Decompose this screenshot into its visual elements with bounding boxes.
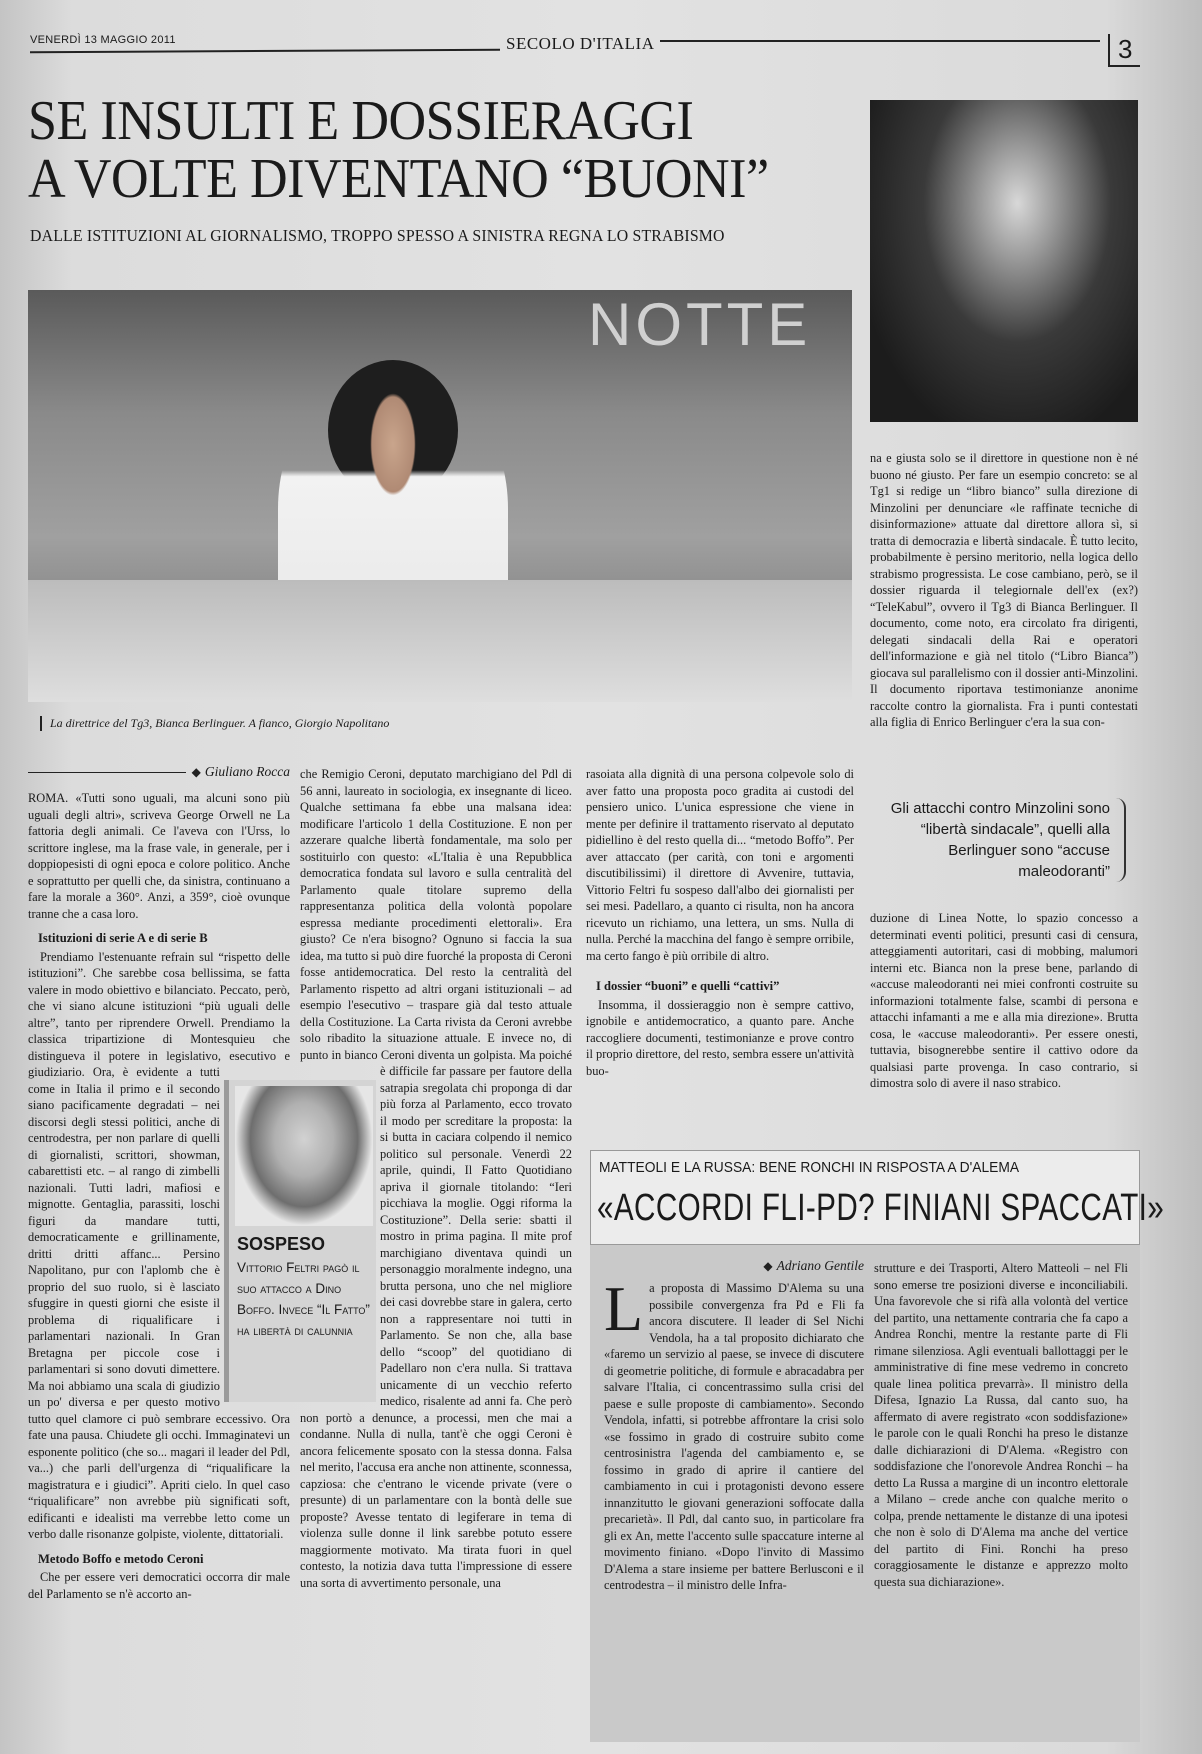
pull-quote: Gli attacchi contro Minzolini sono “libertà sindacale”, quelli alla Berlinguer sono “accuse maleodoranti” xyxy=(880,798,1126,882)
article-column-3 xyxy=(586,766,854,1126)
photo-detail xyxy=(28,580,852,702)
secondary-column-1 xyxy=(604,1256,864,1740)
paragraph: Che per essere veri democratici occorra dir male del Parlamento se n'è accorto an- xyxy=(28,1570,290,1601)
article-column-4-top xyxy=(870,450,1138,780)
secondary-article xyxy=(590,1150,1165,1742)
article-column-4-bottom xyxy=(870,910,1138,1120)
secondary-article-header xyxy=(590,1150,1165,1245)
headline-line: SE INSULTI E DOSSIERAGGI xyxy=(28,90,694,152)
paragraph: Prendiamo l'estenuante refrain sul “rispetto delle istituzioni”. Che sarebbe cosa bellissima, se fatta valere in modo obiettivo e bilanciato. Peccato, però, che vi siano alcune istituzioni “più uguali delle altre”, tanto per riprendere Orwell. Prendiamo la classica tripartizione di Montesquieu che distingueva il potere in legislativo, esecutivo e giudiziario. Ora, è evidente a tutti come in Italia il primo e il secondo siano pacificamente degradati – nei discorsi degli stessi politici, anche di centrodestra, per non parlare di quelli di giornalisti, scrittori, showman, cabarettisti etc. – al rango di zimbelli nazionali. Tutti ladri, mafiosi e mignotte. Gentaglia, parassiti, loschi figuri da mandare tutti, democraticamente e grillinamente, dritti dritti affanc... Persino Napolitano, pur con l'aplomb che è proprio del suo ruolo, si è lasciato sfuggire in questi giorni che esiste il problema di riqualificare i parlamentari nazionali. In Gran Bretagna per piccole cose i parlamentari si sono dovuti dimettere. Ma noi abbiamo una scala di giudizio un po' diversa e per questo motivo tutto quel clamore ci può sembrare eccessivo. Ora fate una pausa. Chiudete gli occhi. Immaginatevi un esponente politico (che so... magari il leader del Pdl, va...) che parli dell'urgenza di “riqualificare la magistratura e i giudici”. Apriti cielo. In quel caso “riqualificare” non avrebbe più significati soft, edificanti e idealisti ma verrebbe letto come un verbo dalle risonanze golpiste, violente, dittatoriali. xyxy=(28,949,290,1541)
main-subhead: DALLE ISTITUZIONI AL GIORNALISMO, TROPPO SPESSO A SINISTRA REGNA LO STRABISMO xyxy=(30,226,725,245)
main-headline xyxy=(28,92,809,208)
diamond-icon: ◆ xyxy=(763,1258,773,1273)
photo-caption: La direttrice del Tg3, Bianca Berlinguer. A fianco, Giorgio Napolitano xyxy=(40,716,389,731)
photo-berlinguer xyxy=(28,290,852,702)
sidebar-text: Vittorio Feltri pagò il suo attacco a Dino Boffo. Invece “Il Fatto” ha libertà di calunnia xyxy=(237,1260,370,1338)
photo-feltri xyxy=(235,1086,373,1226)
paragraph: che Remigio Ceroni, deputato marchigiano del Pdl di 56 anni, laureato in sociologia, ex insegnante di liceo. Qualche settimana fa ebbe una malsana idea: modificare l'articolo 1 della Costituzione. E non per azzerare qualche libertà fondamentale, ma solo per sostituirlo con questo: «L'Italia è una Repubblica democratica fondata sul lavoro e sulla centralità del Parlamento quale titolare supremo della rappresentanza politica della volontà popolare espressa mediante procedimenti elettorali». Era giusto? Ce n'era bisogno? Ognuno si faccia la sua idea, ma tutto si può dire fuorché la proposta di Ceroni fosse antidemocratica. Del resto la centralità del Parlamento rispetto ad altri organi istituzionali – ad esempio l'esecutivo – traspare già dal testo attuale della Costituzione. La Carta rivista da Ceroni avrebbe solo ribadito la situazione attuale. E invece no, di punto in bianco Ceroni diventa un golpista. Ma poiché è difficile far passare per fautore della satrapia sregolata chi proponga di dar più forza al Parlamento, ecco trovato il modo per screditare la proposta: la si butta in caciara colpendo il nemico politico sul personale. Venerdì 22 aprile, quindi, Il Fatto Quotidiano apriva il giornale titolando: “Ieri picchiava la moglie. Oggi riforma la Costituzione”. Della serie: sbatti il mostro in prima pagina. Il mite prof marchigiano diventava quindi un personaggio moralmente indegno, una brutta persona, uno che nel migliore dei casi dovrebbe stare in galera, certo non a rappresentare noi tutti in Parlamento. Se non che, alla base dello “scoop” del quotidiano di Padellaro non c'era nulla. Si trattava unicamente di un vecchio referto medico, risalente ad anni fa. Che però non portò a denunce, a processi, men che mai a condanne. Nulla di nulla, tant'è che oggi Ceroni è ancora felicemente sposato con la stessa donna. Falsa nel merito, l'accusa era anche non attinente, sconnessa, capziosa: che c'entrano le vicende private (vere o presunte) di un parlamentare con la bontà delle sue proposte? Avesse tentato di legiferare in tema di violenza sulle donne il link sarebbe potuto essere maggiormente motivato. Ma tirata fuori in quel contesto, la notizia dava tutta l'impressione di essere una sorta di avvertimento personale, una xyxy=(300,767,572,1590)
header-rule xyxy=(660,40,1100,42)
paragraph: Insomma, il dossieraggio non è sempre cattivo, ignobile e antidemocratico, a quanto pare. Anche raccogliere documenti, testimonianze e prove contro il proprio direttore, del resto, sembra essere un'attività buo- xyxy=(586,997,854,1078)
page-number: 3 xyxy=(1108,34,1140,67)
header-rule xyxy=(30,49,500,53)
section-subhead: Metodo Boffo e metodo Ceroni xyxy=(38,1551,204,1566)
byline-rule xyxy=(28,772,186,773)
paragraph: rasoiata alla dignità di una persona colpevole solo di aver fatto una proposta poco gradita ai custodi del pensiero unico. L'unica espressione che viene in mente per definire il trattamento riservato al deputato pidiellino è del resto quella di... “metodo Boffo”. Per aver attaccato (per carità, con toni e argomenti discutibilissimi) il direttore di Avvenire, tuttavia, Vittorio Feltri fu sospeso dall'albo dei giornalisti per sei mesi. Padellaro, a quanto ci risulta, non ha ancora ricevuto un richiamo, una lettera, un sms. Nulla di nulla. Perché la macchina del fango è sempre orribile, ma certo fango è più orribile di altro. xyxy=(586,767,854,963)
secondary-headline: «ACCORDI FLI-PD? FINIANI SPACCATI» xyxy=(597,1187,1165,1229)
paragraph: a proposta di Massimo D'Alema su una possibile convergenza fra Pd e Fli fa ancora discutere. Il leader di Sel Nichi Vendola, ha a tal proposito dichiarato che «faremo un servizio al paese, se invece di discutere di geometrie politiche, di formule e abracadabra per salvare l'Italia, ci concentrassimo sulla crisi del paese e sulle proposte di cambiamento». Secondo Vendola, infatti, si potrebbe affrontare la crisi solo «se fossimo in grado di costruire subito come centrosinistra l'agenda del cambiamento e, se fossimo in grado di aprire il cantiere del cambiamento in cui i protagonisti devono essere innanzitutto le giovani generazioni soffocate dalla precarietà». Il Pdl, dal canto suo, in particolare fra gli ex An, mette l'accento sulle spaccature interne al movimento finiano. «Dopo l'invito di Massimo D'Alema a stare insieme per battere Berlusconi e il centrodestra – il ministro delle Infra- xyxy=(604,1281,864,1592)
secondary-kicker: MATTEOLI E LA RUSSA: BENE RONCHI IN RISPOSTA A D'ALEMA xyxy=(599,1159,1020,1176)
issue-date: VENERDÌ 13 MAGGIO 2011 xyxy=(30,34,176,46)
photo-napolitano xyxy=(870,100,1138,422)
paragraph: na e giusta solo se il direttore in questione non è né buono né giusto. Per fare un esempio concreto: se al Tg1 si redige un “libro bianco” sulla direzione di Minzolini per denunciare «le raffinate tecniche di disinformazione» attuate dal direttore allora sì, si tratta di democrazia e libertà sindacale. È tutto lecito, probabilmente è persino meritorio, nella logica dello strabismo progressista. Le cose cambiano, però, se il dossier riguarda il telegiornale dell'ex (ex?) “TeleKabul”, ovvero il Tg3 di Bianca Berlinguer. Il documento, come noto, era circolato fra dirigenti, delegati sindacali della Rai e operatori dell'informazione e già nel titolo (“Libro Bianca”) giocava sul parallelismo con il dossier anti-Minzolini. Il documento riportava testimonianze anonime raccolte contro la giornalista. Fra i punti contestati alla figlia di Enrico Berlinguer c'era la sua con- xyxy=(870,451,1138,729)
sidebar-feltri xyxy=(224,1080,376,1402)
section-subhead: I dossier “buoni” e quelli “cattivi” xyxy=(596,979,780,993)
sidebar-title: SOSPESO xyxy=(237,1234,326,1254)
headline-line: A VOLTE DIVENTANO “BUONI” xyxy=(28,148,769,210)
drop-cap: L xyxy=(604,1273,644,1344)
paragraph: duzione di Linea Notte, lo spazio concesso a determinati eventi politici, presunti casi di censura, atteggiamenti autoritari, casi di mobbing, malumori interni etc. Bianca non la prese bene, parlando di «accuse maleodoranti nei miei confronti costruite su informazioni totalmente false, scambi di persona e attacchi infamanti a me e alla mia direzione». Brutta cosa, le «accuse maleodoranti». Per essere onesti, tuttavia, bisognerebbe sentire il cattivo odore da qualsiasi parte provenga. In caso contrario, si dimostra solo di avere il naso strabico. xyxy=(870,911,1138,1090)
author-name: Adriano Gentile xyxy=(776,1258,864,1273)
diamond-icon: ◆ xyxy=(191,764,201,779)
paragraph: strutture e dei Trasporti, Altero Matteoli – nel Fli sono emerse tre posizioni diverse e inconciliabili. Una favorevole che si rifà alla volontà del vertice del partito, una nettamente contraria che fa capo a Andrea Ronchi, mentre la restante parte di Fli rimane silenziosa. Agli eventuali ballottaggi per le amministrative di fine mese vedremo in concreto quale linea politica prevarrà». Il ministro della Difesa, Ignazio La Russa, dal canto suo, ha affermato di avere registrato «con soddisfazione» le parole con le quali Ronchi ha preso le distanze dalle dichiarazioni di D'Alema. «Registro con soddisfazione che l'onorevole Andrea Ronchi – ha detto La Russa a margine di un incontro elettorale a Milano – crede anche con qualche merito o colpa, prende nettamente le distanze di una ipotesi che non è solo di D'Alema ma anche del vertice del partito di Fini. Ronchi ha preso coraggiosamente le distanze e apprezzo molto questa sua dichiarazione». xyxy=(874,1261,1128,1589)
author-name: Giuliano Rocca xyxy=(204,764,290,779)
secondary-column-2 xyxy=(874,1260,1128,1738)
author-byline xyxy=(28,762,290,782)
section-subhead: Istituzioni di serie A e di serie B xyxy=(38,931,208,945)
author-byline xyxy=(604,1256,864,1276)
studio-logo: NOTTE xyxy=(588,291,812,358)
paragraph: ROMA. «Tutti sono uguali, ma alcuni sono più uguali degli altri», scriveva George Orwell ne La fattoria degli animali. Ce l'aveva con l'Urss, lo scrittore inglese, ma la frase vale, in generale, per i doppiopesisti di ogni epoca e colore politico. Anche e soprattutto per quelli che, da sinistra, continuano a fare la morale a 360°. Anzi, a 359°, cioè ovunque tranne che a casa loro. xyxy=(28,791,290,921)
newspaper-name: SECOLO D'ITALIA xyxy=(506,34,655,53)
